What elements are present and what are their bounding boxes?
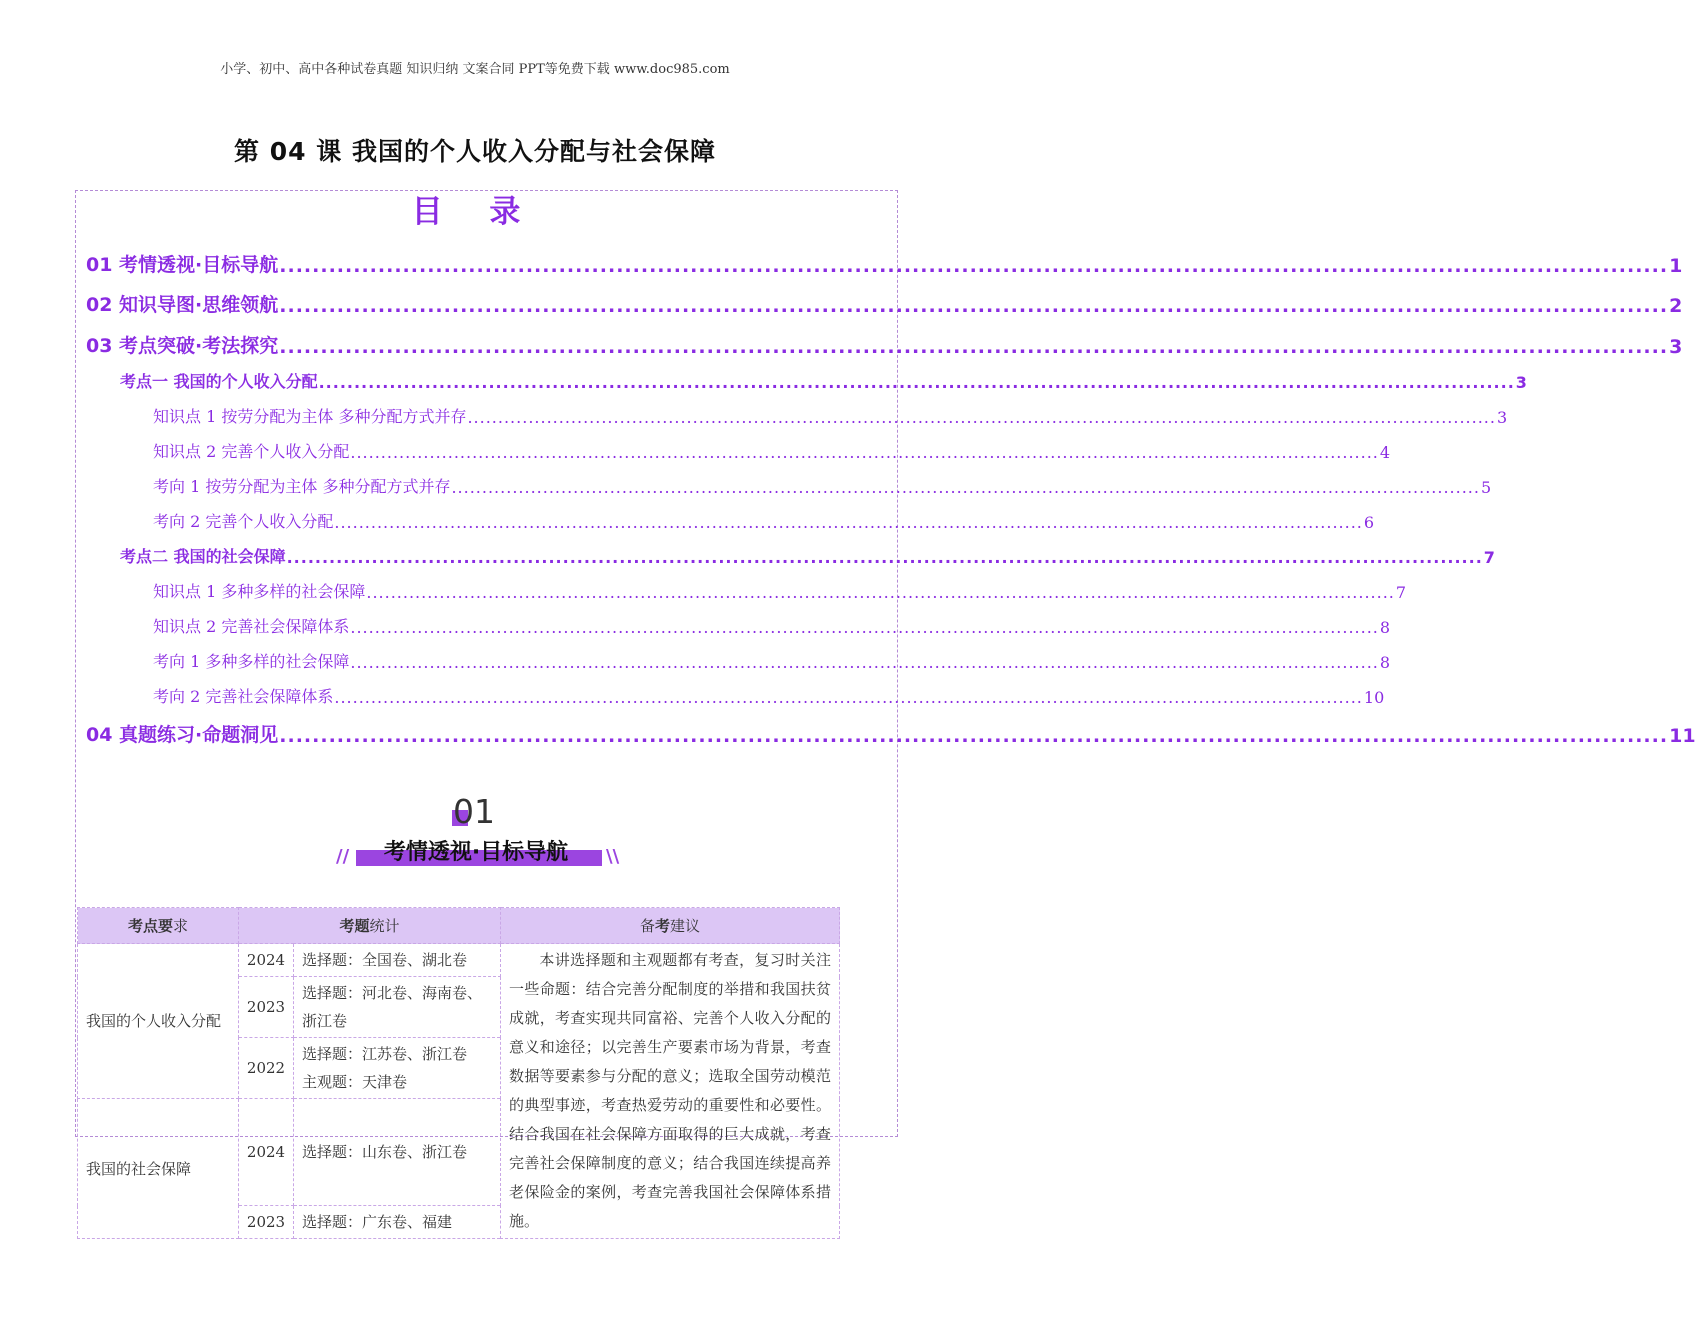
topic-cell: 我国的社会保障	[78, 1099, 239, 1239]
banner-slash-left: //	[336, 846, 350, 867]
toc-entry[interactable]: 知识点 1 多种多样的社会保障 ......................................................................................................................................................................... 7	[153, 582, 1407, 602]
toc-entry[interactable]: 04 真题练习·命题洞见 ......................................................................................................................................................................... 11	[86, 724, 1696, 747]
page-header: 小学、初中、高中各种试卷真题 知识归纳 文案合同 PPT等免费下载 www.doc985.com	[220, 62, 730, 77]
year-cell: 2023	[239, 977, 294, 1038]
year-cell: 2023	[239, 1206, 294, 1239]
year-cell: 2024	[239, 1099, 294, 1206]
toc-entry[interactable]: 考点一 我国的个人收入分配 ......................................................................................................................................................................... 3	[120, 372, 1527, 392]
exam-stats-table	[77, 907, 840, 1239]
toc-entry[interactable]: 考向 2 完善社会保障体系 ......................................................................................................................................................................... 10	[153, 687, 1385, 707]
question-cell: 选择题：河北卷、海南卷、浙江卷	[294, 977, 501, 1038]
header-stats: 考题统计	[239, 908, 501, 944]
toc-entry[interactable]: 知识点 2 完善个人收入分配 ......................................................................................................................................................................... 4	[153, 442, 1391, 462]
header-advice: 备考建议	[501, 908, 840, 944]
question-cell: 选择题：江苏卷、浙江卷 主观题：天津卷	[294, 1038, 501, 1099]
year-cell: 2022	[239, 1038, 294, 1099]
question-cell: 选择题：广东卷、福建	[294, 1206, 501, 1239]
topic-cell: 我国的个人收入分配	[78, 944, 239, 1099]
header-topic: 考点要求	[78, 908, 239, 944]
question-cell: 选择题：山东卷、浙江卷	[294, 1099, 501, 1206]
table-row	[78, 944, 840, 977]
toc-entry[interactable]: 03 考点突破·考法探究 ......................................................................................................................................................................... 3	[86, 335, 1683, 358]
question-cell: 选择题：全国卷、湖北卷	[294, 944, 501, 977]
toc-entry[interactable]: 02 知识导图·思维领航 ......................................................................................................................................................................... 2	[86, 294, 1683, 317]
toc-heading: 目 录	[411, 194, 539, 230]
year-cell: 2024	[239, 944, 294, 977]
table-header-row	[78, 908, 840, 944]
advice-cell: 本讲选择题和主观题都有考查，复习时关注一些命题：结合完善分配制度的举措和我国扶贫成就，考查实现共同富裕、完善个人收入分配的意义和途径；以完善生产要素市场为背景，考查数据等要素参与分配的意义；选取全国劳动模范的典型事迹，考查热爱劳动的重要性和必要性。结合我国在社会保障方面取得的巨大成就，考查完善社会保障制度的意义；结合我国连续提高养老保险金的案例，考查完善我国社会保障体系措施。	[501, 944, 840, 1239]
toc-entry[interactable]: 知识点 2 完善社会保障体系 ......................................................................................................................................................................... 8	[153, 617, 1391, 637]
toc-entry[interactable]: 知识点 1 按劳分配为主体 多种分配方式并存 ......................................................................................................................................................................... 3	[153, 407, 1508, 427]
page-title: 第 04 课 我国的个人收入分配与社会保障	[234, 137, 716, 166]
toc-entry[interactable]: 考向 1 多种多样的社会保障 ......................................................................................................................................................................... 8	[153, 652, 1391, 672]
toc-entry[interactable]: 01 考情透视·目标导航 ......................................................................................................................................................................... 1	[86, 254, 1683, 277]
toc-entry[interactable]: 考向 1 按劳分配为主体 多种分配方式并存 ......................................................................................................................................................................... 5	[153, 477, 1492, 497]
toc-entry[interactable]: 考向 2 完善个人收入分配 ......................................................................................................................................................................... 6	[153, 512, 1375, 532]
banner-slash-right: \\	[606, 846, 620, 867]
toc-entry[interactable]: 考点二 我国的社会保障 ......................................................................................................................................................................... 7	[120, 547, 1495, 567]
section-title: 考情透视·目标导航	[383, 840, 569, 865]
section-number: 01	[453, 792, 495, 831]
